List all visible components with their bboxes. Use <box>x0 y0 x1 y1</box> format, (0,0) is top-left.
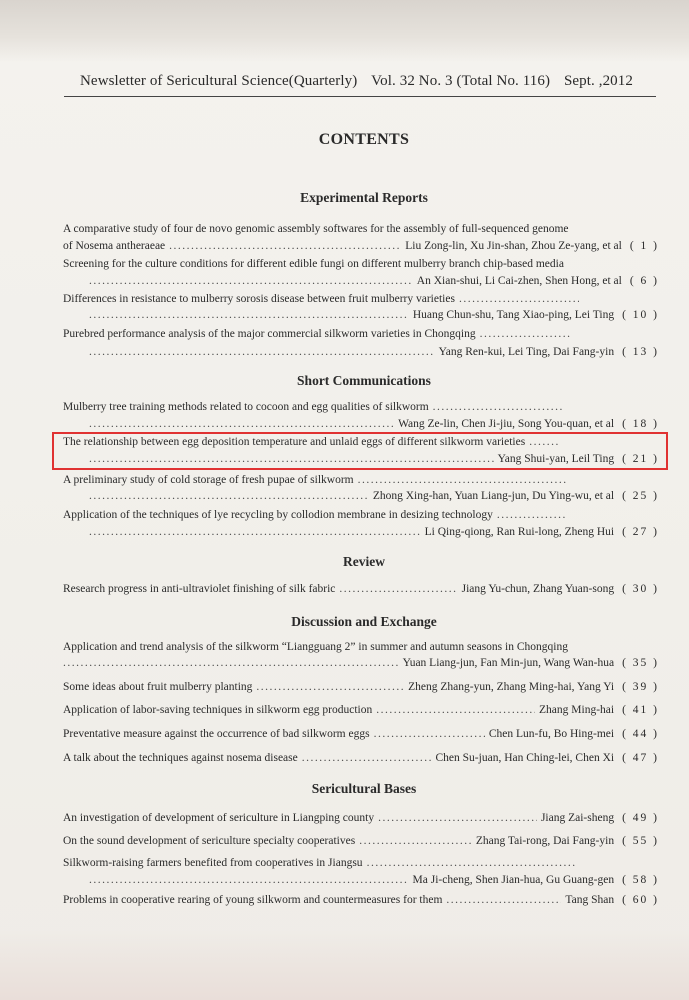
toc-entry[interactable]: Preventative measure against the occurrence of bad silkworm eggs ..... Chen Lun-fu, Bo Hing-mei ( 44 ) <box>63 728 659 744</box>
leader-dots <box>89 490 369 502</box>
toc-page: ( 21 ) <box>622 453 659 465</box>
toc-page: ( 25 ) <box>622 490 659 502</box>
toc-authors: Ma Ji-cheng, Shen Jian-hua, Gu Guang-gen <box>412 874 615 886</box>
toc-page: ( 10 ) <box>622 309 659 321</box>
toc-entry[interactable]: Problems in cooperative rearing of young silkworm and countermeasures for them ..... Tang Shan ( 60 ) <box>63 894 659 910</box>
running-header <box>80 73 650 90</box>
leader-dots <box>339 583 457 595</box>
toc-page: ( 55 ) <box>622 835 659 847</box>
toc-entry-title[interactable]: A comparative study of four de novo genomic assembly softwares for the assembly of full-sequenced genome <box>63 223 569 235</box>
toc-entry[interactable]: An investigation of development of sericulture in Liangping county ..... Jiang Zai-sheng ( 49 ) <box>63 812 659 828</box>
toc-authors: Yang Ren-kui, Lei Ting, Dai Fang-yin <box>438 346 615 358</box>
leader-dots <box>89 275 413 287</box>
leader-dots <box>358 474 568 486</box>
toc-entry-title[interactable]: Application of the techniques of lye recycling by collodion membrane in desizing technology ..... <box>63 509 659 525</box>
toc-entry[interactable]: On the sound development of sericulture specialty cooperatives ..... Zhang Tai-rong, Dai Fang-yin ( 55 ) <box>63 835 659 851</box>
toc-authors: Zhang Ming-hai <box>539 704 615 716</box>
toc-authors: Jiang Zai-sheng <box>540 812 615 824</box>
toc-entry[interactable] <box>89 526 659 542</box>
toc-entry-title[interactable]: Purebred performance analysis of the major commercial silkworm varieties in Chongqing ..... <box>63 328 659 344</box>
toc-entry[interactable]: Application of labor-saving techniques in silkworm egg production ..... Zhang Ming-hai ( 41 ) <box>63 704 659 720</box>
toc-page: ( 35 ) <box>622 657 659 669</box>
toc-authors: An Xian-shui, Li Cai-zhen, Shen Hong, et al <box>416 275 622 287</box>
toc-authors: Chen Su-juan, Han Ching-lei, Chen Xi <box>435 752 615 764</box>
leader-dots <box>63 657 399 669</box>
leader-dots <box>374 728 485 740</box>
toc-page: ( 27 ) <box>622 526 659 538</box>
toc-authors: Yang Shui-yan, Leil Ting <box>497 453 615 465</box>
toc-authors: Tang Shan <box>565 894 615 906</box>
toc-entry-title[interactable]: A preliminary study of cold storage of fresh pupae of silkworm ..... <box>63 474 659 490</box>
header-rule <box>64 96 656 97</box>
leader-dots <box>169 240 401 252</box>
leader-dots <box>89 346 435 358</box>
scan-bottom-tint <box>0 930 689 1000</box>
toc-entry[interactable] <box>89 309 659 325</box>
toc-page: ( 44 ) <box>622 728 659 740</box>
leader-dots <box>446 894 561 906</box>
toc-entry-title[interactable]: Mulberry tree training methods related to cocoon and egg qualities of silkworm ..... <box>63 401 659 417</box>
leader-dots <box>376 704 535 716</box>
section-title-discussion: Discussion and Exchange <box>291 614 437 629</box>
toc-entry-title[interactable]: Differences in resistance to mulberry sorosis disease between fruit mulberry varieties ..... <box>63 293 659 309</box>
toc-page: ( 60 ) <box>622 894 659 906</box>
toc-entry[interactable] <box>89 346 659 362</box>
leader-dots <box>367 857 577 869</box>
toc-entry[interactable]: Some ideas about fruit mulberry planting ..... Zheng Zhang-yun, Zhang Ming-hai, Yang Yi ( 39 ) <box>63 681 659 697</box>
toc-entry[interactable]: of Nosema antheraeae ..... Liu Zong-lin, Xu Jin-shan, Zhou Ze-yang, et al ( 1 ) <box>63 240 659 256</box>
toc-authors: Wang Ze-lin, Chen Ji-jiu, Song You-quan, et al <box>398 418 615 430</box>
leader-dots <box>433 401 563 413</box>
toc-page: ( 47 ) <box>622 752 659 764</box>
toc-authors: Huang Chun-shu, Tang Xiao-ping, Lei Ting <box>412 309 615 321</box>
contents-title: CONTENTS <box>318 131 410 148</box>
toc-entry[interactable] <box>89 874 659 890</box>
leader-dots <box>89 418 394 430</box>
journal-name: Newsletter of Sericultural Science(Quarterly) <box>80 73 358 89</box>
toc-entry[interactable] <box>63 657 659 673</box>
toc-authors: Liu Zong-lin, Xu Jin-shan, Zhou Ze-yang, et al <box>405 240 622 252</box>
issue-info: Vol. 32 No. 3 (Total No. 116) <box>371 73 551 89</box>
toc-authors: Zhang Tai-rong, Dai Fang-yin <box>475 835 615 847</box>
leader-dots <box>497 509 567 521</box>
toc-authors: Jiang Yu-chun, Zhang Yuan-song <box>461 583 615 595</box>
toc-authors: Chen Lun-fu, Bo Hing-mei <box>488 728 615 740</box>
section-title-review: Review <box>343 554 385 569</box>
toc-entry-title[interactable]: Silkworm-raising farmers benefited from cooperatives in Jiangsu ..... <box>63 857 659 873</box>
toc-authors: Yuan Liang-jun, Fan Min-jun, Wang Wan-hua <box>402 657 615 669</box>
toc-entry[interactable]: A talk about the techniques against nosema disease ..... Chen Su-juan, Han Ching-lei, Chen Xi ( 47 ) <box>63 752 659 768</box>
toc-authors: Zheng Zhang-yun, Zhang Ming-hai, Yang Yi <box>408 681 615 693</box>
section-title-bases: Sericultural Bases <box>311 781 417 796</box>
highlight-box <box>52 432 668 470</box>
toc-page: ( 39 ) <box>622 681 659 693</box>
toc-authors: Zhong Xing-han, Yuan Liang-jun, Du Ying-wu, et al <box>372 490 615 502</box>
leader-dots <box>459 293 579 305</box>
leader-dots <box>378 812 537 824</box>
leader-dots <box>302 752 432 764</box>
leader-dots <box>89 526 421 538</box>
leader-dots <box>89 309 409 321</box>
toc-page: ( 30 ) <box>622 583 659 595</box>
toc-page: ( 49 ) <box>622 812 659 824</box>
toc-page: ( 6 ) <box>629 275 659 287</box>
leader-dots <box>359 835 472 847</box>
toc-entry[interactable] <box>89 275 659 291</box>
toc-page: ( 13 ) <box>622 346 659 358</box>
toc-page: ( 18 ) <box>622 418 659 430</box>
toc-page: ( 1 ) <box>629 240 659 252</box>
leader-dots <box>89 874 409 886</box>
leader-dots <box>480 328 570 340</box>
toc-page: ( 58 ) <box>622 874 659 886</box>
toc-entry-title[interactable]: Screening for the culture conditions for different edible fungi on different mulberry branch chip-based media <box>63 258 564 270</box>
toc-entry-title[interactable]: The relationship between egg deposition temperature and unlaid eggs of different silkworm varieties ..... <box>63 436 659 452</box>
issue-date: Sept. ,2012 <box>563 73 633 89</box>
section-title-short: Short Communications <box>297 373 431 388</box>
toc-page: ( 41 ) <box>622 704 659 716</box>
toc-entry[interactable]: Research progress in anti-ultraviolet finishing of silk fabric ..... Jiang Yu-chun, Zhang Yuan-song ( 30 ) <box>63 583 659 599</box>
toc-entry[interactable] <box>89 490 659 506</box>
toc-authors: Li Qing-qiong, Ran Rui-long, Zheng Hui <box>424 526 615 538</box>
section-title-experimental: Experimental Reports <box>300 190 428 205</box>
leader-dots <box>256 681 404 693</box>
toc-entry-title[interactable]: Application and trend analysis of the silkworm “Liangguang 2” in summer and autumn seasons in Chongqing <box>63 641 568 653</box>
scan-top-shadow <box>0 0 689 62</box>
